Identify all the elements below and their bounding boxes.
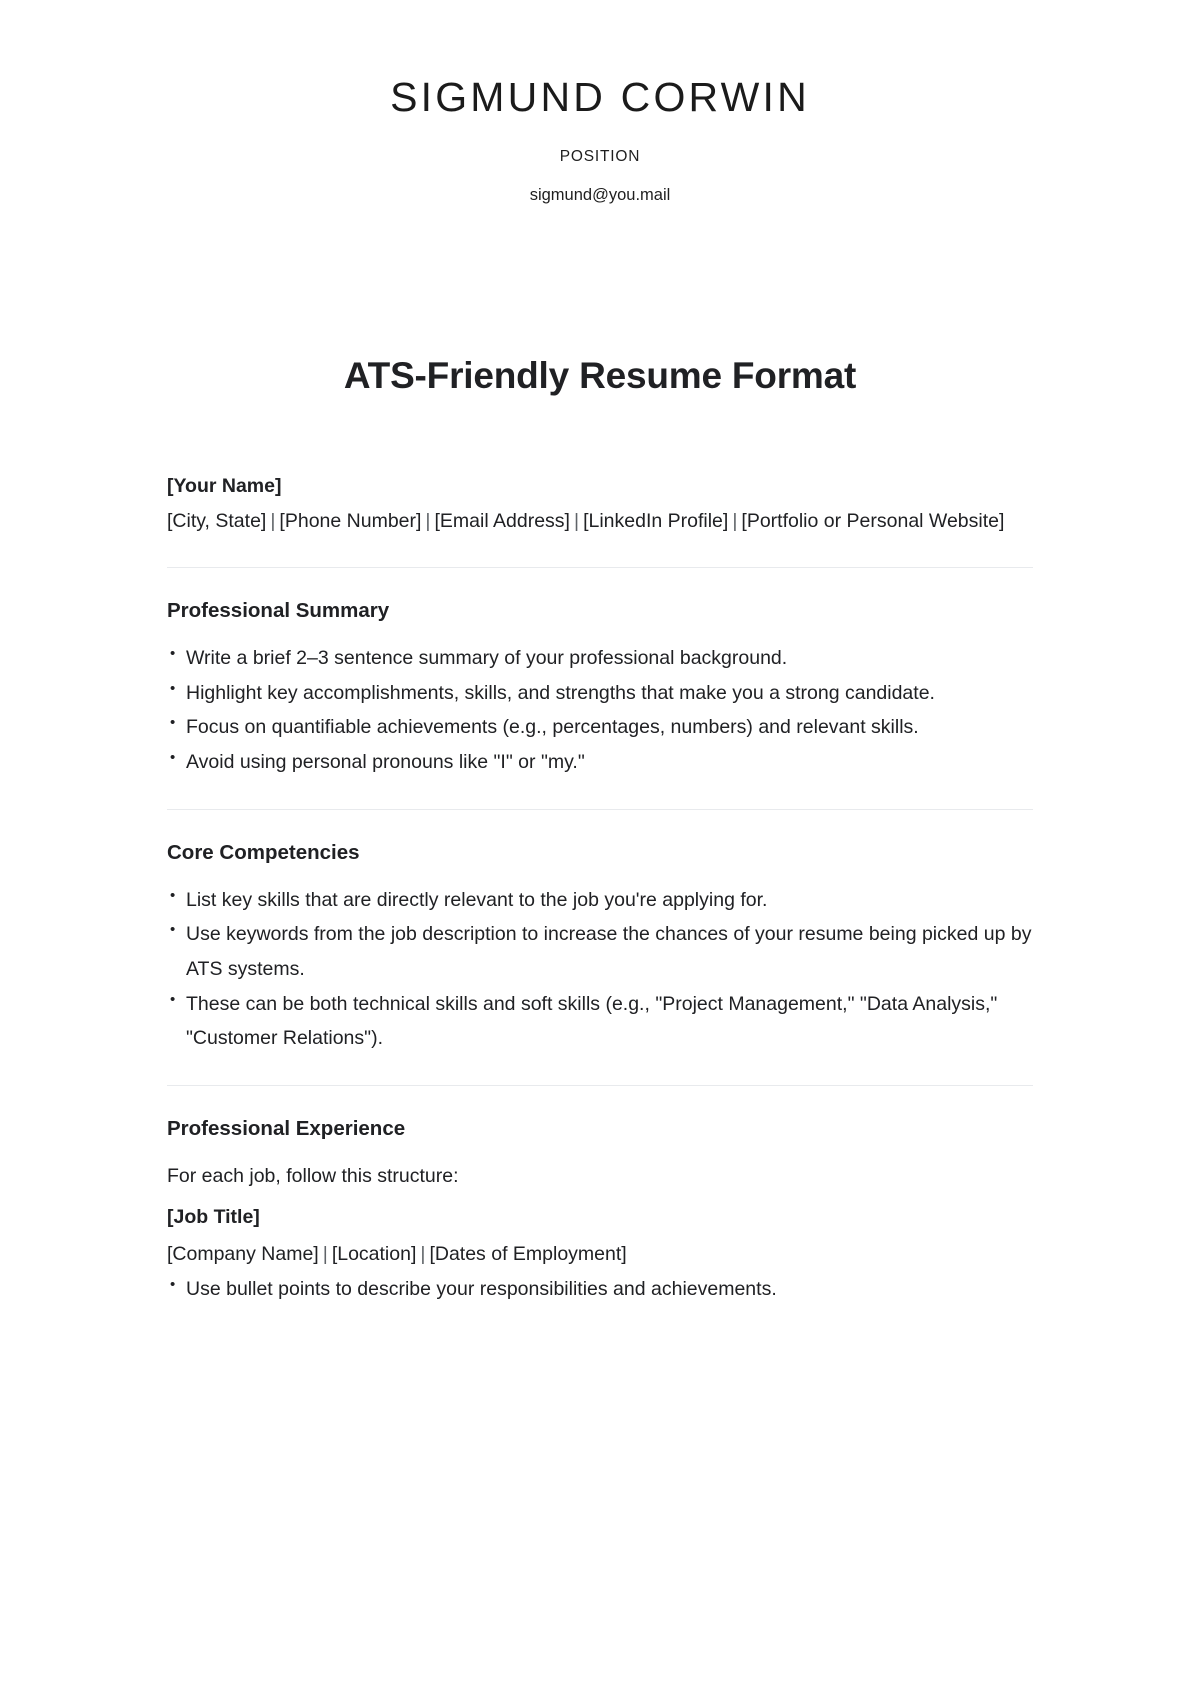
contact-field-linkedin: [LinkedIn Profile] — [583, 509, 729, 532]
field-separator: | — [425, 509, 431, 532]
contact-field-city-state: [City, State] — [167, 509, 267, 532]
competencies-bullet-list — [167, 883, 1033, 1057]
contact-fields-line — [167, 504, 1033, 539]
summary-bullet-list — [167, 641, 1033, 780]
letterhead — [0, 0, 1200, 205]
section-heading: Professional Experience — [167, 1117, 406, 1141]
section-professional-summary — [167, 596, 1033, 780]
job-meta-line — [167, 1237, 1033, 1272]
job-title-placeholder: [Job Title] — [167, 1205, 260, 1228]
candidate-position: POSITION — [559, 148, 641, 166]
candidate-name: SIGMUND CORWIN — [390, 74, 810, 120]
list-item: • Use keywords from the job description to increase the chances of your resume being picked up by ATS systems. — [167, 917, 1033, 986]
list-item: • List key skills that are directly relevant to the job you're applying for. — [167, 883, 1033, 918]
section-divider — [167, 1085, 1033, 1086]
section-core-competencies — [167, 838, 1033, 1056]
list-item: • These can be both technical skills and soft skills (e.g., "Project Management," "Data Analysis," "Customer Relations"). — [167, 987, 1033, 1056]
section-heading: Professional Summary — [167, 599, 390, 623]
field-separator: | — [732, 509, 738, 532]
document-body — [167, 422, 1033, 1307]
list-item: • Avoid using personal pronouns like "I" or "my." — [167, 745, 1033, 780]
experience-lead-in: For each job, follow this structure: — [167, 1164, 459, 1187]
page-title: ATS-Friendly Resume Format — [343, 355, 857, 397]
list-item: • Use bullet points to describe your responsibilities and achievements. — [167, 1272, 1033, 1307]
contact-field-portfolio: [Portfolio or Personal Website] — [741, 509, 1005, 532]
section-divider — [167, 567, 1033, 568]
job-field-dates: [Dates of Employment] — [429, 1243, 627, 1266]
field-separator: | — [573, 509, 580, 532]
field-separator: | — [420, 1243, 426, 1266]
section-heading: Core Competencies — [167, 840, 360, 864]
contact-block — [167, 469, 1033, 538]
contact-field-email: [Email Address] — [434, 509, 570, 532]
field-separator: | — [270, 509, 276, 532]
list-item: • Focus on quantifiable achievements (e.g., percentages, numbers) and relevant skills. — [167, 710, 1033, 745]
job-field-company: [Company Name] — [167, 1243, 319, 1266]
section-divider — [167, 809, 1033, 810]
list-item: • Write a brief 2–3 sentence summary of your professional background. — [167, 641, 1033, 676]
section-professional-experience — [167, 1114, 1033, 1307]
contact-field-phone: [Phone Number] — [279, 509, 422, 532]
field-separator: | — [322, 1243, 328, 1266]
experience-bullet-list — [167, 1272, 1033, 1307]
job-field-location: [Location] — [331, 1243, 417, 1266]
list-item: • Highlight key accomplishments, skills, and strengths that make you a strong candidate. — [167, 676, 1033, 711]
your-name-placeholder: [Your Name] — [167, 474, 282, 497]
candidate-email: sigmund@you.mail — [529, 186, 671, 205]
